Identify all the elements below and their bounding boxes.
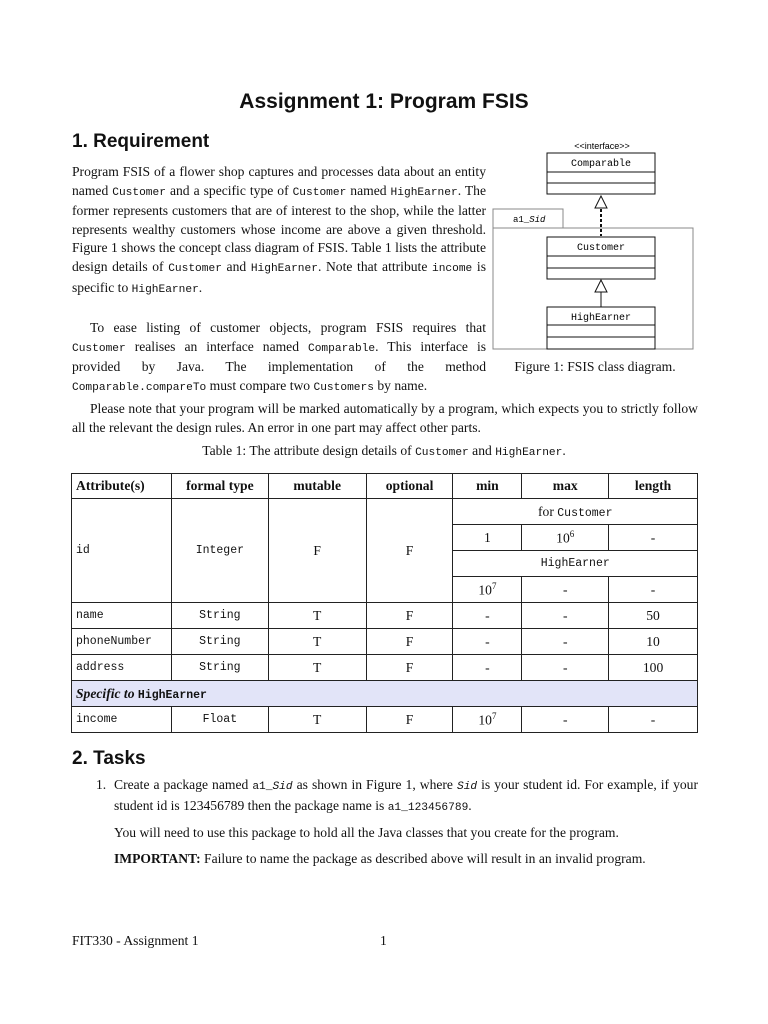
task-1-important: IMPORTANT: Failure to name the package as described above will result in an invalid program. bbox=[114, 850, 646, 866]
task-1-note: You will need to use this package to hold all the Java classes that you create for the program. bbox=[114, 825, 619, 841]
header-formal-type: formal type bbox=[171, 474, 268, 499]
header-optional: optional bbox=[366, 474, 453, 499]
figure-caption: Figure 1: FSIS class diagram. bbox=[514, 359, 676, 374]
section-heading-tasks: 2. Tasks bbox=[72, 748, 146, 769]
customer-label: Customer bbox=[576, 243, 626, 254]
cell-id-type: Integer bbox=[171, 499, 268, 603]
requirement-paragraph-2: To ease listing of customer objects, program FSIS requires that Customer realises an interface named Comparable. This interface is provided by Java. The implementation of the method Comparable.compareTo must compare two Customers by name. bbox=[72, 320, 487, 394]
table-header-row bbox=[72, 474, 698, 499]
cell-highearner-label: HighEarner bbox=[453, 551, 698, 577]
cell-highearner-min: $10^7$ bbox=[453, 577, 522, 603]
table-row-specific-heading bbox=[72, 681, 698, 707]
table-row-id bbox=[72, 499, 698, 525]
header-max: max bbox=[522, 474, 609, 499]
task-1-text: Create a package named a1_Sid as shown in Figure 1, where Sid is your student id. For example, if your student id is 123456789 then the package name is a1_123456789. bbox=[114, 777, 698, 814]
realization-arrowhead bbox=[595, 196, 607, 208]
cell-highearner-max: - bbox=[522, 577, 609, 603]
table-caption: Table 1: The attribute design details of Customer and HighEarner. bbox=[202, 443, 566, 459]
section-heading-requirement: 1. Requirement bbox=[72, 131, 210, 152]
class-diagram bbox=[492, 138, 698, 360]
footer-page-number: 1 bbox=[380, 933, 387, 948]
comparable-label: Comparable bbox=[570, 159, 632, 170]
table-row: name String T F - - 50 bbox=[72, 603, 698, 629]
header-min: min bbox=[453, 474, 522, 499]
highearner-label: HighEarner bbox=[570, 313, 632, 324]
requirement-paragraph-3: Please note that your program will be marked automatically by a program, which expects you to strictly follow all the relevant the design rules. An error in one part may affect other parts. bbox=[72, 401, 698, 435]
interface-stereotype: <<interface>> bbox=[574, 141, 630, 151]
cell-customer-min: 1 bbox=[453, 525, 522, 551]
task-number: 1. bbox=[96, 777, 107, 792]
cell-specific-to: Specific to HighEarner bbox=[72, 681, 698, 707]
task-list bbox=[96, 776, 698, 868]
cell-highearner-length: - bbox=[609, 577, 698, 603]
table-row-income: income Float T F $10^7$ - - bbox=[72, 707, 698, 733]
header-mutable: mutable bbox=[268, 474, 366, 499]
table-row: phoneNumber String T F - - 10 bbox=[72, 629, 698, 655]
cell-customer-length: - bbox=[609, 525, 698, 551]
package-label: a1_Sid bbox=[513, 215, 546, 225]
footer-course: FIT330 - Assignment 1 bbox=[72, 933, 199, 948]
header-attributes: Attribute(s) bbox=[72, 474, 172, 499]
list-item bbox=[96, 776, 698, 817]
cell-for-customer: for Customer bbox=[453, 499, 698, 525]
requirement-paragraph-1: Program FSIS of a flower shop captures and processes data about an entity named Customer and a specific type of Customer named HighEarner. The former represents customers that are of interest to the shop, while the latter represents wealthy customers whose income are above a given threshold. Figure 1 shows the concept class diagram of FSIS. Table 1 lists the attribute design details of Customer and HighEarner. Note that attribute income is specific to HighEarner. bbox=[72, 164, 486, 296]
table-row: address String T F - - 100 bbox=[72, 655, 698, 681]
generalization-arrowhead bbox=[595, 280, 607, 292]
document-title: Assignment 1: Program FSIS bbox=[239, 90, 529, 113]
header-length: length bbox=[609, 474, 698, 499]
cell-customer-max: $10^6$ bbox=[522, 525, 609, 551]
cell-id-optional: F bbox=[366, 499, 453, 603]
attribute-table bbox=[71, 473, 698, 733]
cell-id-name: id bbox=[72, 499, 172, 603]
cell-id-mutable: F bbox=[268, 499, 366, 603]
